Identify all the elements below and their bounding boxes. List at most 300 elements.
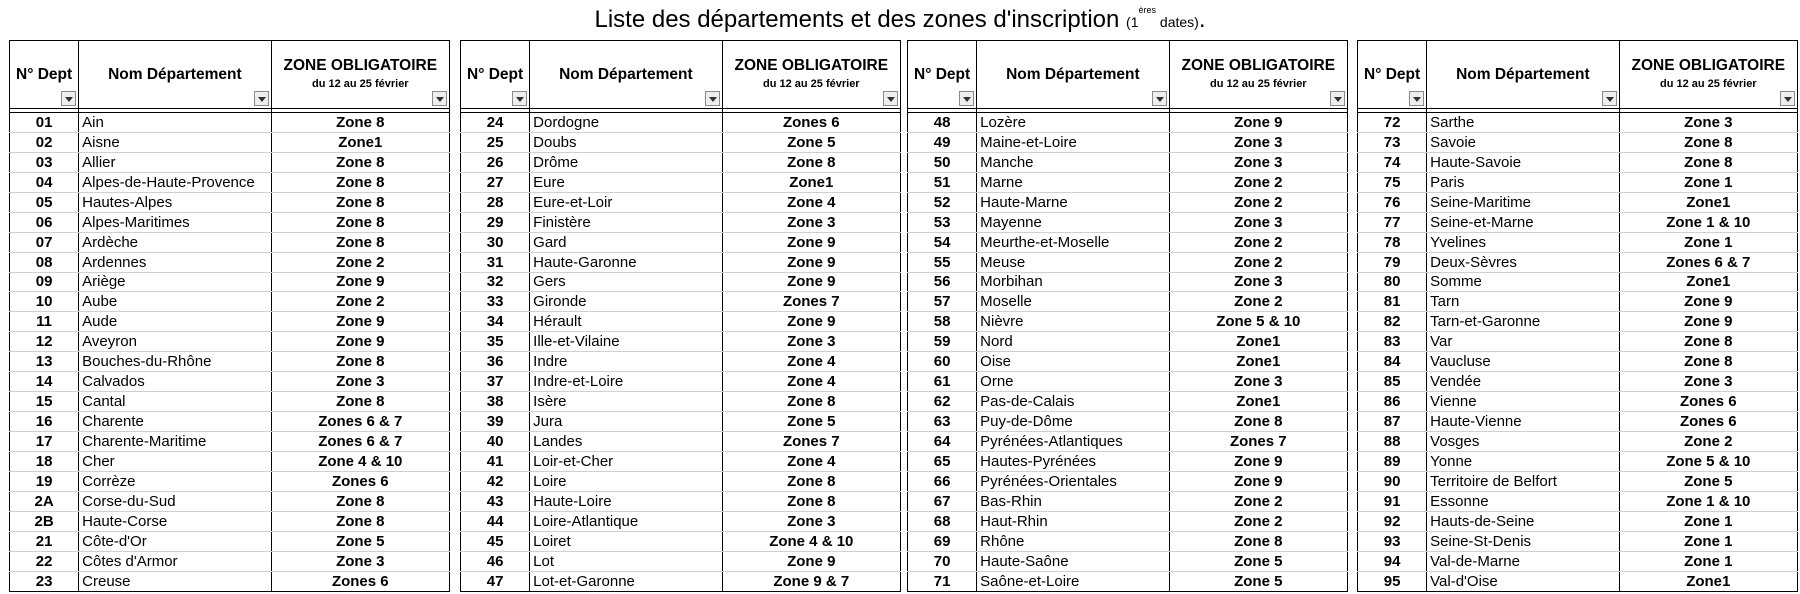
dept-number: 04 [10,172,79,192]
dept-number: 27 [461,172,530,192]
dept-zone: Zone 8 [1169,412,1347,432]
header-dept-label: N° Dept [16,65,73,83]
dept-name: Savoie [1427,132,1619,152]
dept-name: Loire-Atlantique [530,511,722,531]
dept-number: 82 [1358,312,1427,332]
dept-name: Val-d'Oise [1427,571,1619,591]
header-dept-label: N° Dept [467,65,524,83]
dept-number: 92 [1358,511,1427,531]
dept-zone: Zone 5 [271,531,449,551]
table-row [1358,292,1798,312]
dept-number: 01 [10,113,79,133]
dept-zone: Zone 1 & 10 [1619,491,1797,511]
table-row [10,451,450,471]
table-row [461,152,901,172]
dept-name: Corrèze [79,471,271,491]
dept-number: 07 [10,232,79,252]
dept-number: 69 [908,531,977,551]
dept-number: 25 [461,132,530,152]
dept-number: 91 [1358,491,1427,511]
dept-number: 81 [1358,292,1427,312]
dept-zone: Zone 3 [1619,372,1797,392]
table-row [461,132,901,152]
header-dept-name [530,41,722,109]
table-row [908,113,1348,133]
dept-number: 2B [10,511,79,531]
dept-zone: Zone 8 [271,352,449,372]
dept-name: Vendée [1427,372,1619,392]
dept-zone: Zone 4 [722,372,900,392]
dept-number: 23 [10,571,79,591]
filter-dropdown-icon[interactable] [959,91,974,106]
dept-zone: Zone 8 [271,392,449,412]
dept-zone: Zone 3 [1169,272,1347,292]
table-row [908,312,1348,332]
dept-number: 26 [461,152,530,172]
table-row [10,432,450,452]
dept-name: Lot [530,551,722,571]
dept-number: 71 [908,571,977,591]
dept-zone: Zone 9 [1619,312,1797,332]
dept-name: Côte-d'Or [79,531,271,551]
dept-zone: Zone1 [1619,571,1797,591]
table-row [908,392,1348,412]
header-zone-label: ZONE OBLIGATOIRE [1631,56,1786,74]
dept-name: Bas-Rhin [977,491,1169,511]
dept-zone: Zone 5 [1619,471,1797,491]
header-dept-label: N° Dept [1364,65,1421,83]
table-row [908,212,1348,232]
dept-number: 89 [1358,451,1427,471]
table-row [1358,132,1798,152]
title-main: Liste des départements et des zones d'inscription [594,6,1120,33]
dept-name: Ain [79,113,271,133]
dept-zone: Zone 1 [1619,551,1797,571]
dept-name: Rhône [977,531,1169,551]
dept-zone: Zone 8 [271,511,449,531]
dept-zone: Zones 6 & 7 [1619,252,1797,272]
dept-zone: Zone 1 [1619,531,1797,551]
dept-zone: Zone 8 [271,232,449,252]
dept-zone: Zone 9 [722,232,900,252]
dept-number: 28 [461,192,530,212]
filter-dropdown-icon[interactable] [1330,91,1345,106]
dept-name: Ariège [79,272,271,292]
table-row [461,412,901,432]
dept-name: Puy-de-Dôme [977,412,1169,432]
filter-dropdown-icon[interactable] [432,91,447,106]
table-row [1358,551,1798,571]
dept-number: 66 [908,471,977,491]
table-row [1358,113,1798,133]
dept-name: Bouches-du-Rhône [79,352,271,372]
dept-zone: Zone 3 [722,212,900,232]
dept-zone: Zone 8 [271,152,449,172]
dept-name: Corse-du-Sud [79,491,271,511]
filter-dropdown-icon[interactable] [883,91,898,106]
dept-zone: Zone 8 [722,471,900,491]
dept-number: 43 [461,491,530,511]
table-row [461,292,901,312]
table-row [1358,352,1798,372]
table-row [461,432,901,452]
department-table [9,40,450,592]
dept-zone: Zone 9 [722,551,900,571]
dept-zone: Zone 5 & 10 [1619,451,1797,471]
dept-zone: Zone 2 [1619,432,1797,452]
dept-name: Eure-et-Loir [530,192,722,212]
dept-number: 79 [1358,252,1427,272]
dept-name: Doubs [530,132,722,152]
dept-zone: Zone 8 [271,212,449,232]
dept-name: Marne [977,172,1169,192]
dept-name: Seine-St-Denis [1427,531,1619,551]
dept-number: 13 [10,352,79,372]
dept-name: Vosges [1427,432,1619,452]
table-row [908,511,1348,531]
dept-name: Paris [1427,172,1619,192]
header-dept-label: N° Dept [914,65,971,83]
dept-zone: Zone 5 [1169,551,1347,571]
dept-number: 14 [10,372,79,392]
dept-number: 77 [1358,212,1427,232]
dept-zone: Zones 7 [722,292,900,312]
dept-number: 40 [461,432,530,452]
dept-number: 41 [461,451,530,471]
dept-number: 94 [1358,551,1427,571]
dept-name: Lot-et-Garonne [530,571,722,591]
table-row [908,412,1348,432]
table-row [10,192,450,212]
dept-zone: Zone1 [1619,272,1797,292]
filter-dropdown-icon[interactable] [1602,91,1617,106]
dept-name: Essonne [1427,491,1619,511]
dept-zone: Zone 3 [722,332,900,352]
dept-name: Ille-et-Vilaine [530,332,722,352]
table-row [10,252,450,272]
header-dept-number [10,41,79,109]
dept-zone: Zone1 [1169,352,1347,372]
dept-name: Aube [79,292,271,312]
dept-zone: Zone1 [1169,332,1347,352]
dept-zone: Zones 6 [1619,412,1797,432]
header-zone-label: ZONE OBLIGATOIRE [734,56,889,74]
dept-name: Calvados [79,372,271,392]
dept-name: Haute-Corse [79,511,271,531]
table-row [10,511,450,531]
dept-name: Charente [79,412,271,432]
dept-number: 84 [1358,352,1427,372]
table-row [461,352,901,372]
table-row [1358,511,1798,531]
dept-number: 18 [10,451,79,471]
dept-name: Val-de-Marne [1427,551,1619,571]
dept-name: Nord [977,332,1169,352]
dept-name: Yvelines [1427,232,1619,252]
table-row [461,491,901,511]
title-end: . [1198,6,1206,33]
dept-name: Allier [79,152,271,172]
table-row [10,372,450,392]
header-dept-name [79,41,271,109]
dept-number: 54 [908,232,977,252]
dept-name: Pyrénées-Atlantiques [977,432,1169,452]
dept-name: Seine-et-Marne [1427,212,1619,232]
dept-number: 76 [1358,192,1427,212]
dept-zone: Zone1 [1169,392,1347,412]
header-dept-name [977,41,1169,109]
dept-zone: Zone 4 & 10 [722,531,900,551]
table-row [908,332,1348,352]
dept-number: 39 [461,412,530,432]
dept-number: 21 [10,531,79,551]
table-row [461,312,901,332]
dept-number: 36 [461,352,530,372]
dept-name: Haute-Loire [530,491,722,511]
table-row [10,312,450,332]
table-row [10,212,450,232]
dept-zone: Zone 4 [722,451,900,471]
dept-number: 78 [1358,232,1427,252]
table-row [10,471,450,491]
dept-zone: Zones 6 [722,113,900,133]
title-paren-open: (1 [1126,14,1139,30]
filter-dropdown-icon[interactable] [1780,91,1795,106]
dept-zone: Zone 2 [1169,292,1347,312]
dept-number: 64 [908,432,977,452]
dept-name: Indre-et-Loire [530,372,722,392]
dept-zone: Zone 5 [722,412,900,432]
table-row [908,152,1348,172]
department-table [907,40,1348,592]
table-row [1358,172,1798,192]
header-zone-dates: du 12 au 25 février [311,77,409,90]
filter-dropdown-icon[interactable] [1152,91,1167,106]
dept-zone: Zone 8 [722,152,900,172]
dept-number: 48 [908,113,977,133]
dept-number: 42 [461,471,530,491]
header-dept-number [908,41,977,109]
dept-name: Cher [79,451,271,471]
dept-number: 06 [10,212,79,232]
filter-dropdown-icon[interactable] [512,91,527,106]
table-row [10,152,450,172]
header-zone-label: ZONE OBLIGATOIRE [283,56,438,74]
dept-number: 57 [908,292,977,312]
dept-name: Loire [530,471,722,491]
dept-number: 16 [10,412,79,432]
filter-dropdown-icon[interactable] [61,91,76,106]
dept-name: Aude [79,312,271,332]
dept-zone: Zone 2 [1169,511,1347,531]
table-row [908,551,1348,571]
table-row [461,531,901,551]
dept-zone: Zone 5 [722,132,900,152]
dept-number: 50 [908,152,977,172]
dept-name: Gers [530,272,722,292]
table-row [908,471,1348,491]
table-row [908,531,1348,551]
table-row [908,352,1348,372]
dept-number: 75 [1358,172,1427,192]
table-row [908,192,1348,212]
dept-zone: Zone 9 [1169,471,1347,491]
dept-name: Pyrénées-Orientales [977,471,1169,491]
dept-name: Alpes-de-Haute-Provence [79,172,271,192]
dept-name: Lozère [977,113,1169,133]
dept-number: 03 [10,152,79,172]
table-row [1358,252,1798,272]
dept-name: Seine-Maritime [1427,192,1619,212]
table-row [1358,451,1798,471]
dept-name: Haute-Savoie [1427,152,1619,172]
dept-number: 29 [461,212,530,232]
table-row [1358,272,1798,292]
dept-number: 08 [10,252,79,272]
dept-number: 17 [10,432,79,452]
dept-number: 24 [461,113,530,133]
filter-dropdown-icon[interactable] [254,91,269,106]
table-row [10,491,450,511]
dept-name: Vaucluse [1427,352,1619,372]
dept-zone: Zones 7 [722,432,900,452]
dept-number: 35 [461,332,530,352]
dept-name: Maine-et-Loire [977,132,1169,152]
table-row [461,451,901,471]
table-row [908,232,1348,252]
dept-name: Var [1427,332,1619,352]
table-row [908,571,1348,591]
table-row [1358,531,1798,551]
dept-name: Dordogne [530,113,722,133]
filter-dropdown-icon[interactable] [1409,91,1424,106]
table-row [908,491,1348,511]
dept-name: Côtes d'Armor [79,551,271,571]
dept-number: 22 [10,551,79,571]
table-row [10,551,450,571]
dept-name: Oise [977,352,1169,372]
table-row [908,172,1348,192]
dept-name: Vienne [1427,392,1619,412]
table-row [10,571,450,591]
header-zone-label: ZONE OBLIGATOIRE [1181,56,1336,74]
dept-number: 19 [10,471,79,491]
table-row [10,352,450,372]
dept-number: 68 [908,511,977,531]
dept-name: Hautes-Pyrénées [977,451,1169,471]
dept-zone: Zone 9 [722,272,900,292]
table-row [10,392,450,412]
dept-name: Drôme [530,152,722,172]
dept-zone: Zones 6 [271,571,449,591]
dept-number: 2A [10,491,79,511]
dept-number: 95 [1358,571,1427,591]
dept-name: Yonne [1427,451,1619,471]
table-row [908,132,1348,152]
dept-number: 15 [10,392,79,412]
dept-zone: Zones 6 & 7 [271,412,449,432]
dept-number: 72 [1358,113,1427,133]
dept-zone: Zone 3 [722,511,900,531]
table-row [908,451,1348,471]
dept-zone: Zone 3 [1169,372,1347,392]
dept-number: 10 [10,292,79,312]
table-row [10,232,450,252]
page-title [0,6,1800,34]
dept-number: 12 [10,332,79,352]
header-zone [1619,41,1797,109]
dept-zone: Zone 1 [1619,172,1797,192]
dept-number: 31 [461,252,530,272]
dept-zone: Zone 9 & 7 [722,571,900,591]
dept-zone: Zone 3 [1169,132,1347,152]
dept-zone: Zone 8 [722,491,900,511]
dept-number: 34 [461,312,530,332]
dept-name: Hauts-de-Seine [1427,511,1619,531]
dept-zone: Zone 9 [1169,113,1347,133]
dept-zone: Zone 9 [271,332,449,352]
dept-name: Hérault [530,312,722,332]
table-row [1358,372,1798,392]
dept-zone: Zone 4 & 10 [271,451,449,471]
dept-zone: Zone 5 & 10 [1169,312,1347,332]
table-row [461,212,901,232]
header-zone-dates: du 12 au 25 février [1659,77,1757,90]
dept-zone: Zone 9 [271,312,449,332]
dept-name: Mayenne [977,212,1169,232]
header-dept-number [461,41,530,109]
dept-number: 37 [461,372,530,392]
dept-number: 49 [908,132,977,152]
table-row [461,392,901,412]
dept-number: 52 [908,192,977,212]
table-row [1358,471,1798,491]
dept-zone: Zone1 [722,172,900,192]
dept-number: 44 [461,511,530,531]
dept-zone: Zone 4 [722,352,900,372]
dept-name: Nièvre [977,312,1169,332]
dept-name: Orne [977,372,1169,392]
dept-number: 53 [908,212,977,232]
dept-name: Jura [530,412,722,432]
header-name-label: Nom Département [1456,65,1590,83]
table-row [1358,212,1798,232]
dept-number: 73 [1358,132,1427,152]
dept-name: Ardennes [79,252,271,272]
filter-dropdown-icon[interactable] [705,91,720,106]
dept-zone: Zones 7 [1169,432,1347,452]
dept-name: Territoire de Belfort [1427,471,1619,491]
dept-number: 70 [908,551,977,571]
dept-zone: Zones 6 [271,471,449,491]
dept-number: 30 [461,232,530,252]
dept-name: Saône-et-Loire [977,571,1169,591]
header-zone [271,41,449,109]
table-row [10,132,450,152]
dept-number: 67 [908,491,977,511]
header-dept-name [1427,41,1619,109]
dept-zone: Zone 1 & 10 [1619,212,1797,232]
table-row [10,531,450,551]
dept-number: 45 [461,531,530,551]
table-row [1358,392,1798,412]
dept-name: Gironde [530,292,722,312]
table-row [908,272,1348,292]
table-row [461,232,901,252]
table-row [461,332,901,352]
dept-name: Haut-Rhin [977,511,1169,531]
dept-zone: Zone 2 [1169,172,1347,192]
